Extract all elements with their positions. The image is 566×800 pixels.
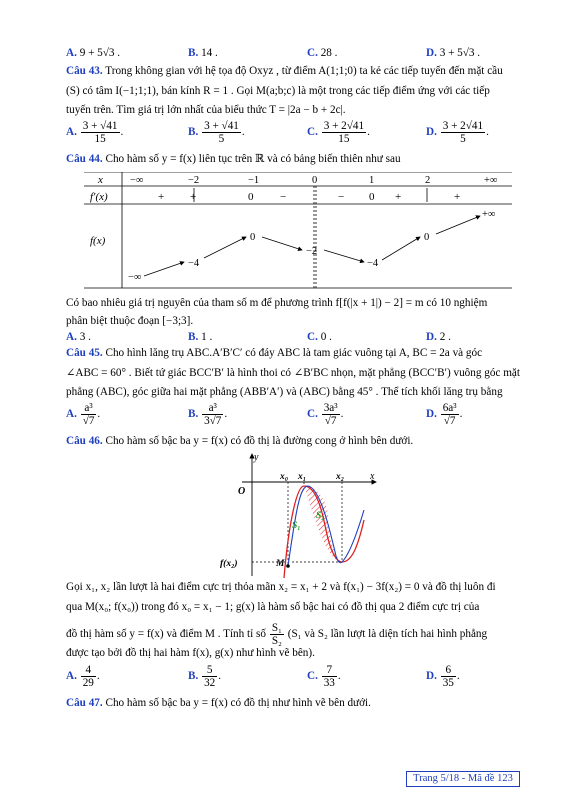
q42-option-c: C. 28 . <box>307 47 338 59</box>
table-x-label: x <box>98 174 103 186</box>
graph-y-label: y <box>254 452 259 463</box>
q45-line2: ∠ABC = 60° . Biết tứ giác BCC′B′ là hình thoi có ∠B′BC nhọn, mặt phẳng (BCC′B′) vuông góc mặt <box>66 367 520 379</box>
x-value-pos-inf: +∞ <box>484 175 498 186</box>
q42-option-a: A. 9 + 5√3 . <box>66 47 121 59</box>
q42-option-b: B. 14 . <box>188 47 218 59</box>
graph-x2: x₂ <box>336 472 345 482</box>
q45-option-a: A. $\frac{\text{a³}}{√7}$ . <box>66 402 101 427</box>
graph-s2: S₂ <box>316 511 325 521</box>
fp-sign-4: − <box>338 191 345 203</box>
x-value-neg1: −1 <box>248 175 260 186</box>
cubic-graph <box>212 450 380 580</box>
graph-m: M <box>276 559 285 569</box>
graph-x-label: x <box>370 471 375 482</box>
x-value-neg-inf: −∞ <box>130 175 144 186</box>
fp-zero-2: 0 <box>369 191 375 203</box>
q45-line3: phẳng (ABC), góc giữa hai mặt phẳng (ABB′A′) và (ABC) bằng 45° . Thể tích khối lăng trụ bằng <box>66 386 503 398</box>
x-value-0: 0 <box>312 175 318 186</box>
fp-sign-2: + <box>190 191 197 203</box>
q43-option-c: C. $\frac{3 + 2√41}{15}$ . <box>307 120 370 145</box>
graph-origin: O <box>238 486 246 497</box>
q44-option-d: D. 2 . <box>426 331 451 343</box>
fp-sign-5: + <box>395 191 402 203</box>
q46-option-b: B. $\frac{5}{32}$ . <box>188 664 222 689</box>
fp-sign-1: + <box>158 191 165 203</box>
graph-fx2: f(x₂) <box>220 559 238 569</box>
f-value-neg-inf: −∞ <box>128 272 142 283</box>
table-fp-label: f′(x) <box>90 191 108 203</box>
q43-line2: (S) có tâm I(−1;1;1), bán kính R = 1 . Gọi M(a;b;c) là một trong các tiếp điểm ứng với các tiếp <box>66 85 490 97</box>
page-footer: Trang 5/18 - Mã đề 123 <box>406 771 520 787</box>
f-value-neg2: −2 <box>306 246 318 257</box>
x-value-1: 1 <box>369 175 375 186</box>
graph-s1: S₁ <box>292 521 301 531</box>
f-value-0-left: 0 <box>250 232 256 243</box>
q44-stem: Câu 44. Cho hàm số y = f(x) liên tục trên ℝ và có bảng biến thiên như sau <box>66 153 401 165</box>
q46-line4: được tạo bởi đồ thị hai hàm f(x), g(x) như hình vẽ bên). <box>66 647 315 659</box>
q43-option-d: D. $\frac{3 + 2√41}{5}$ . <box>426 120 489 145</box>
variation-table <box>84 172 512 292</box>
q45-line1: Câu 45. Cho hình lăng trụ ABC.A′B′C′ có đáy ABC là tam giác vuông tại A, BC = 2a và góc <box>66 347 483 359</box>
graph-x0: x₀ <box>280 472 289 482</box>
f-value-pos-inf: +∞ <box>482 209 496 220</box>
q43-option-b: B. $\frac{3 + √41}{5}$ . <box>188 120 245 145</box>
q44-line2: phân biệt thuộc đoạn [−3;3]. <box>66 315 194 327</box>
q43-line3: tuyến trên. Tìm giá trị lớn nhất của biểu thức T = |2a − b + 2c|. <box>66 104 346 116</box>
q46-line1: Gọi x₁, x₂ lần lượt là hai điểm cực trị thỏa mãn x₂ = x₁ + 2 và f(x₁) − 3f(x₂) = 0 và đồ thị luôn đi <box>66 581 496 593</box>
q45-option-d: D. $\frac{\text{6a³}}{√7}$ . <box>426 402 463 427</box>
x-value-neg2: −2 <box>188 175 200 186</box>
q46-option-c: C. $\frac{7}{33}$ . <box>307 664 341 689</box>
fp-sign-6: + <box>454 191 461 203</box>
x-value-2: 2 <box>425 175 431 186</box>
q46-option-d: D. $\frac{6}{35}$ . <box>426 664 460 689</box>
q43-option-a: A. $\frac{3 + √41}{15}$ . <box>66 120 124 145</box>
f-value-0-right: 0 <box>424 232 430 243</box>
q45-option-b: B. $\frac{\text{a³}}{3√7}$ . <box>188 402 228 427</box>
q46-option-a: A. $\frac{4}{29}$ . <box>66 664 100 689</box>
f-value-neg4-right: −4 <box>367 258 379 269</box>
q44-option-b: B. 1 . <box>188 331 213 343</box>
fp-sign-3: − <box>280 191 287 203</box>
q43-line1: Câu 43. Trong không gian với hệ tọa độ Oxyz , từ điểm A(1;1;0) ta kẻ các tiếp tuyến đến mặt cầu <box>66 65 503 77</box>
q44-option-c: C. 0 . <box>307 331 332 343</box>
q42-option-d: D. 3 + 5√3 . <box>426 47 481 59</box>
q44-line1: Có bao nhiêu giá trị nguyên của tham số m để phương trình f[f(|x + 1|) − 2] = m có 10 nghiệm <box>66 297 488 309</box>
table-f-label: f(x) <box>90 235 106 247</box>
fp-zero-1: 0 <box>248 191 254 203</box>
graph-x1: x₁ <box>298 472 307 482</box>
q45-option-c: C. $\frac{\text{3a³}}{√7}$ . <box>307 402 344 427</box>
q44-option-a: A. 3 . <box>66 331 91 343</box>
q47-stem: Câu 47. Cho hàm số bậc ba y = f(x) có đồ thị như hình vẽ bên dưới. <box>66 697 371 709</box>
q46-line2: qua M(x₀; f(x₀)) trong đó x₀ = x₁ − 1; g(x) là hàm số bậc hai có đồ thị qua 2 điểm cực trị của <box>66 601 480 613</box>
f-value-neg4-left: −4 <box>188 258 200 269</box>
q46-stem: Câu 46. Cho hàm số bậc ba y = f(x) có đồ thị là đường cong ở hình bên dưới. <box>66 435 414 447</box>
point-m <box>286 564 290 568</box>
q46-line3: đồ thị hàm số y = f(x) và điểm M . Tính tỉ số $\frac{\text{S₁}}{\text{S₂}}$ (S₁ và S₂ lần lượt là diện tích hai hình phẳng <box>66 622 488 647</box>
